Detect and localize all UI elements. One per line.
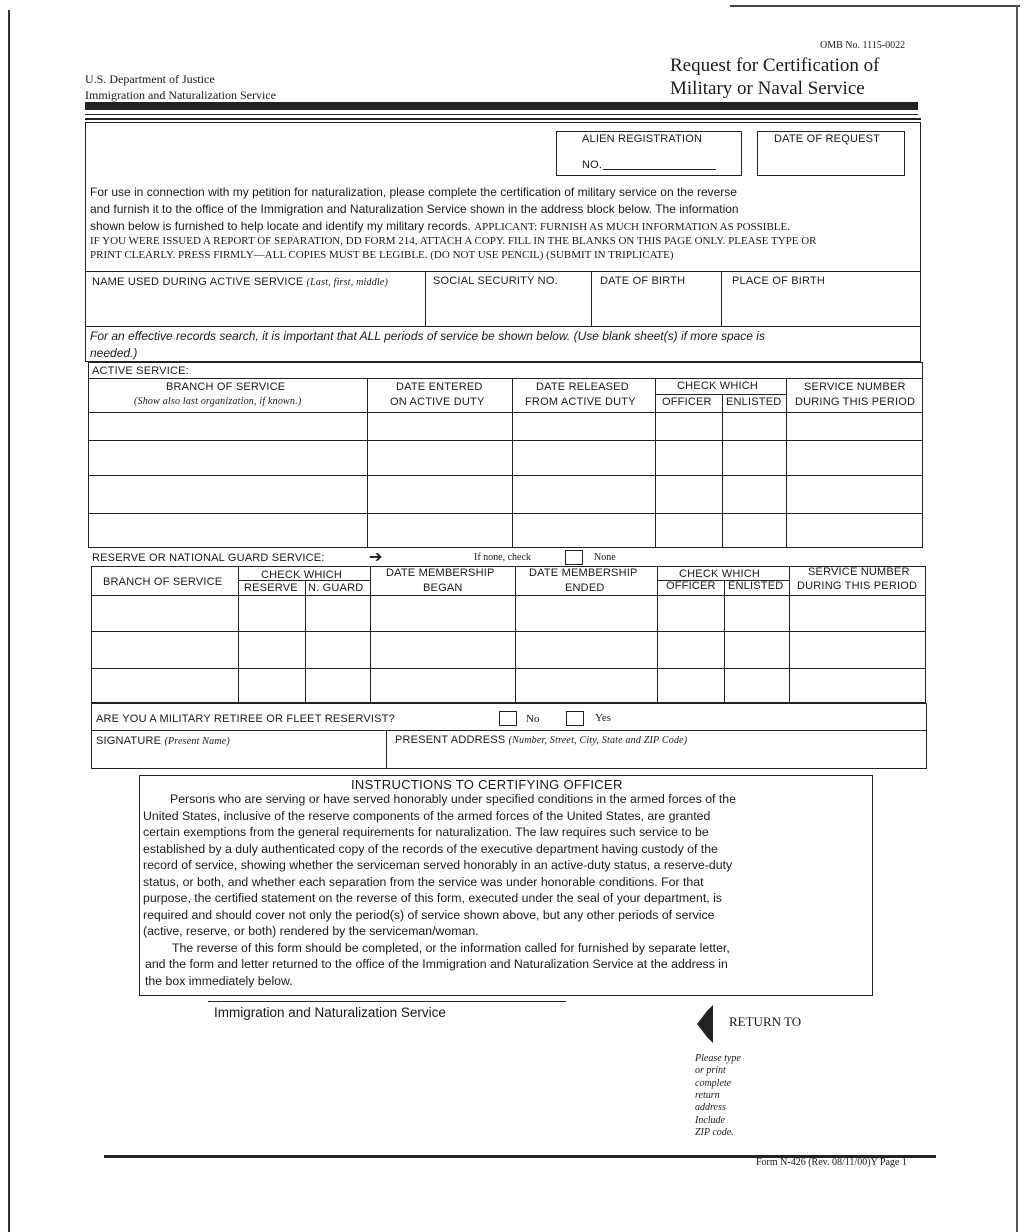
return-hint-line: or print bbox=[695, 1065, 726, 1077]
header-rule-thick bbox=[85, 102, 918, 110]
instructions-line: the box immediately below. bbox=[145, 973, 293, 988]
active-row-1 bbox=[88, 440, 923, 441]
instructions-line: Persons who are serving or have served honorably under specified conditions in the armed forces of the bbox=[170, 792, 736, 806]
return-hint-line: return bbox=[695, 1089, 720, 1101]
active-row-2 bbox=[88, 475, 923, 476]
header-rule-thin bbox=[85, 114, 918, 115]
present-address-hint: (Number, Street, City, State and ZIP Code) bbox=[508, 735, 688, 746]
active-col-1 bbox=[367, 378, 368, 548]
identity-row-bottom bbox=[85, 326, 921, 327]
active-col-enlisted: ENLISTED bbox=[726, 396, 782, 408]
reserve-col-4 bbox=[515, 566, 516, 703]
retiree-no-label: No bbox=[526, 713, 540, 725]
none-checkbox[interactable] bbox=[565, 550, 583, 565]
active-col-svcno-1: SERVICE NUMBER bbox=[804, 381, 906, 393]
intro-line-3 bbox=[90, 218, 790, 236]
name-field[interactable] bbox=[92, 276, 388, 288]
active-col-entered-2: ON ACTIVE DUTY bbox=[390, 396, 485, 408]
if-none-label: If none, check bbox=[474, 552, 531, 563]
active-col-5 bbox=[786, 378, 787, 548]
reserve-col-svcno-2: DURING THIS PERIOD bbox=[797, 580, 918, 592]
reserve-col-1 bbox=[238, 566, 239, 703]
instructions-line: purpose, the certified statement on the reverse of this form, executed under the seal of your department, is bbox=[143, 891, 722, 905]
reserve-col-officer: OFFICER bbox=[666, 580, 716, 592]
pob-field[interactable]: PLACE OF BIRTH bbox=[732, 275, 826, 287]
return-hint-line: complete bbox=[695, 1077, 732, 1089]
reserve-col-7 bbox=[789, 566, 790, 703]
page-right-edge bbox=[1016, 5, 1018, 1232]
identity-divider-3 bbox=[721, 271, 722, 326]
date-of-request-label: DATE OF REQUEST bbox=[774, 133, 881, 145]
retiree-no-checkbox[interactable] bbox=[499, 711, 517, 726]
retiree-yes-checkbox[interactable] bbox=[566, 711, 584, 726]
retiree-question: ARE YOU A MILITARY RETIREE OR FLEET RESERVIST? bbox=[96, 713, 395, 725]
return-hint-line: Please type bbox=[695, 1053, 741, 1064]
active-row-3 bbox=[88, 513, 923, 514]
reserve-col-ended-2: ENDED bbox=[565, 582, 605, 594]
reserve-col-branch: BRANCH OF SERVICE bbox=[103, 576, 223, 588]
active-col-check: CHECK WHICH bbox=[677, 380, 759, 392]
alien-registration-underline bbox=[603, 169, 716, 170]
identity-row-top bbox=[85, 271, 921, 272]
reserve-col-nguard: N. GUARD bbox=[308, 582, 364, 594]
instructions-line: The reverse of this form should be completed, or the information called for furnished by separate letter, bbox=[172, 940, 730, 955]
ins-address-label: Immigration and Naturalization Service bbox=[214, 1005, 446, 1020]
instructions-line: record of service, showing whether the serviceman served honorably in an active-duty status, a reserve-duty bbox=[143, 858, 733, 872]
active-col-4 bbox=[722, 394, 723, 548]
reserve-col-enlisted: ENLISTED bbox=[728, 580, 784, 592]
reserve-row-2 bbox=[91, 668, 926, 669]
signature-hint: (Present Name) bbox=[164, 736, 230, 747]
page-top-edge bbox=[730, 5, 1020, 7]
instructions-line: and the form and letter returned to the office of the Immigration and Naturalization Service at the address in bbox=[145, 957, 728, 971]
intro-line-3a: shown below is furnished to help locate and identify my military records. bbox=[90, 219, 471, 233]
dob-field[interactable]: DATE OF BIRTH bbox=[600, 275, 686, 287]
reserve-col-check2: CHECK WHICH bbox=[679, 568, 761, 580]
form-top-rule bbox=[85, 118, 921, 120]
records-note-line-1: For an effective records search, it is important that ALL periods of service be shown below. (Use blank sheet(s) if more space is bbox=[90, 329, 765, 343]
active-col-2 bbox=[512, 378, 513, 548]
signature-divider bbox=[386, 730, 387, 769]
retiree-yes-label: Yes bbox=[595, 712, 612, 724]
none-label: None bbox=[594, 552, 616, 563]
instructions-line: certain exemptions from the general requirements for naturalization. The law requires such service to be bbox=[143, 825, 709, 839]
identity-divider-2 bbox=[591, 271, 592, 326]
instructions-line: United States, inclusive of the reserve components of the armed forces of the United States, are granted bbox=[143, 808, 711, 823]
arrow-left-icon bbox=[697, 1005, 713, 1048]
active-check-divider bbox=[655, 394, 786, 395]
name-field-hint: (Last, first, middle) bbox=[306, 277, 389, 288]
active-service-label: ACTIVE SERVICE: bbox=[92, 365, 189, 377]
instructions-line: status, or both, and whether each separation from the service was under honorable conditions. For that bbox=[143, 874, 704, 889]
form-number: Form N-426 (Rev. 08/11/00)Y Page 1 bbox=[756, 1157, 907, 1168]
reserve-col-6 bbox=[724, 580, 725, 703]
agency-subname: Immigration and Naturalization Service bbox=[85, 88, 276, 102]
return-to-label: RETURN TO bbox=[729, 1014, 802, 1029]
active-header-top bbox=[88, 378, 923, 379]
signature-field[interactable] bbox=[96, 735, 230, 747]
instructions-line: established by a duly authenticated copy of the records of the executive department having custody of the bbox=[143, 841, 718, 856]
page-left-edge bbox=[8, 10, 10, 1232]
reserve-col-2 bbox=[305, 580, 306, 703]
active-col-3 bbox=[655, 378, 656, 548]
reserve-row-1 bbox=[91, 631, 926, 632]
active-col-branch: BRANCH OF SERVICE bbox=[166, 381, 286, 393]
instructions-line: required and should cover not only the period(s) of service shown above, but any other periods of service bbox=[143, 907, 715, 922]
intro-applicant-note: APPLICANT: FURNISH AS MUCH INFORMATION AS POSSIBLE. bbox=[474, 221, 790, 233]
reserve-col-began-1: DATE MEMBERSHIP bbox=[386, 567, 495, 579]
retiree-row-bottom bbox=[91, 730, 927, 731]
reserve-col-check: CHECK WHICH bbox=[261, 569, 343, 581]
return-address-rule bbox=[208, 1001, 566, 1002]
return-hint-line: address bbox=[695, 1102, 726, 1114]
records-note-line-2: needed.) bbox=[90, 346, 138, 360]
intro-line-5: PRINT CLEARLY. PRESS FIRMLY—ALL COPIES MUST BE LEGIBLE. (DO NOT USE PENCIL) (SUBMIT IN TRIPLICATE) bbox=[90, 249, 674, 261]
signature-label: SIGNATURE bbox=[96, 735, 162, 747]
return-hint-line: Include bbox=[695, 1114, 725, 1126]
active-col-released-2: FROM ACTIVE DUTY bbox=[525, 396, 636, 408]
intro-line-4: IF YOU WERE ISSUED A REPORT OF SEPARATION, DD FORM 214, ATTACH A COPY. FILL IN THE BLANKS ON THIS PAGE ONLY. PLEASE TYPE OR bbox=[90, 235, 817, 247]
return-hint-line: ZIP code. bbox=[695, 1126, 734, 1138]
identity-divider-1 bbox=[425, 271, 426, 326]
form-title-line1: Request for Certification of bbox=[670, 55, 880, 76]
arrow-right-icon: ➔ bbox=[369, 549, 383, 566]
active-col-released-1: DATE RELEASED bbox=[536, 381, 629, 393]
ssn-field[interactable]: SOCIAL SECURITY NO. bbox=[433, 275, 558, 287]
present-address-label: PRESENT ADDRESS bbox=[395, 734, 506, 746]
intro-line-2: and furnish it to the office of the Immigration and Naturalization Service shown in the address block below. The information bbox=[90, 202, 739, 216]
instructions-line: (active, reserve, or both) rendered by the serviceman/woman. bbox=[143, 924, 479, 938]
instructions-title: INSTRUCTIONS TO CERTIFYING OFFICER bbox=[351, 777, 623, 792]
active-col-branch-hint: (Show also last organization, if known.) bbox=[134, 396, 302, 407]
active-col-entered-1: DATE ENTERED bbox=[396, 381, 483, 393]
reserve-header-bottom bbox=[91, 595, 926, 596]
reserve-col-svcno-1: SERVICE NUMBER bbox=[808, 566, 910, 578]
reserve-col-reserve: RESERVE bbox=[244, 582, 298, 594]
form-title-line2: Military or Naval Service bbox=[670, 78, 865, 99]
reserve-col-began-2: BEGAN bbox=[423, 582, 463, 594]
alien-registration-label: ALIEN REGISTRATION bbox=[582, 133, 703, 145]
reserve-col-5 bbox=[657, 566, 658, 703]
intro-line-1: For use in connection with my petition for naturalization, please complete the certification of military service on the reverse bbox=[90, 185, 737, 199]
reserve-col-3 bbox=[370, 566, 371, 703]
active-col-officer: OFFICER bbox=[662, 396, 712, 408]
agency-name: U.S. Department of Justice bbox=[85, 72, 215, 86]
reserve-service-label: RESERVE OR NATIONAL GUARD SERVICE: bbox=[92, 552, 325, 564]
present-address-field[interactable] bbox=[395, 734, 687, 746]
active-header-bottom bbox=[88, 412, 923, 413]
name-field-label: NAME USED DURING ACTIVE SERVICE bbox=[92, 276, 304, 288]
alien-registration-no-label: NO. bbox=[582, 159, 603, 171]
active-col-svcno-2: DURING THIS PERIOD bbox=[795, 396, 916, 408]
omb-number: OMB No. 1115-0022 bbox=[820, 40, 906, 51]
reserve-col-ended-1: DATE MEMBERSHIP bbox=[529, 567, 638, 579]
